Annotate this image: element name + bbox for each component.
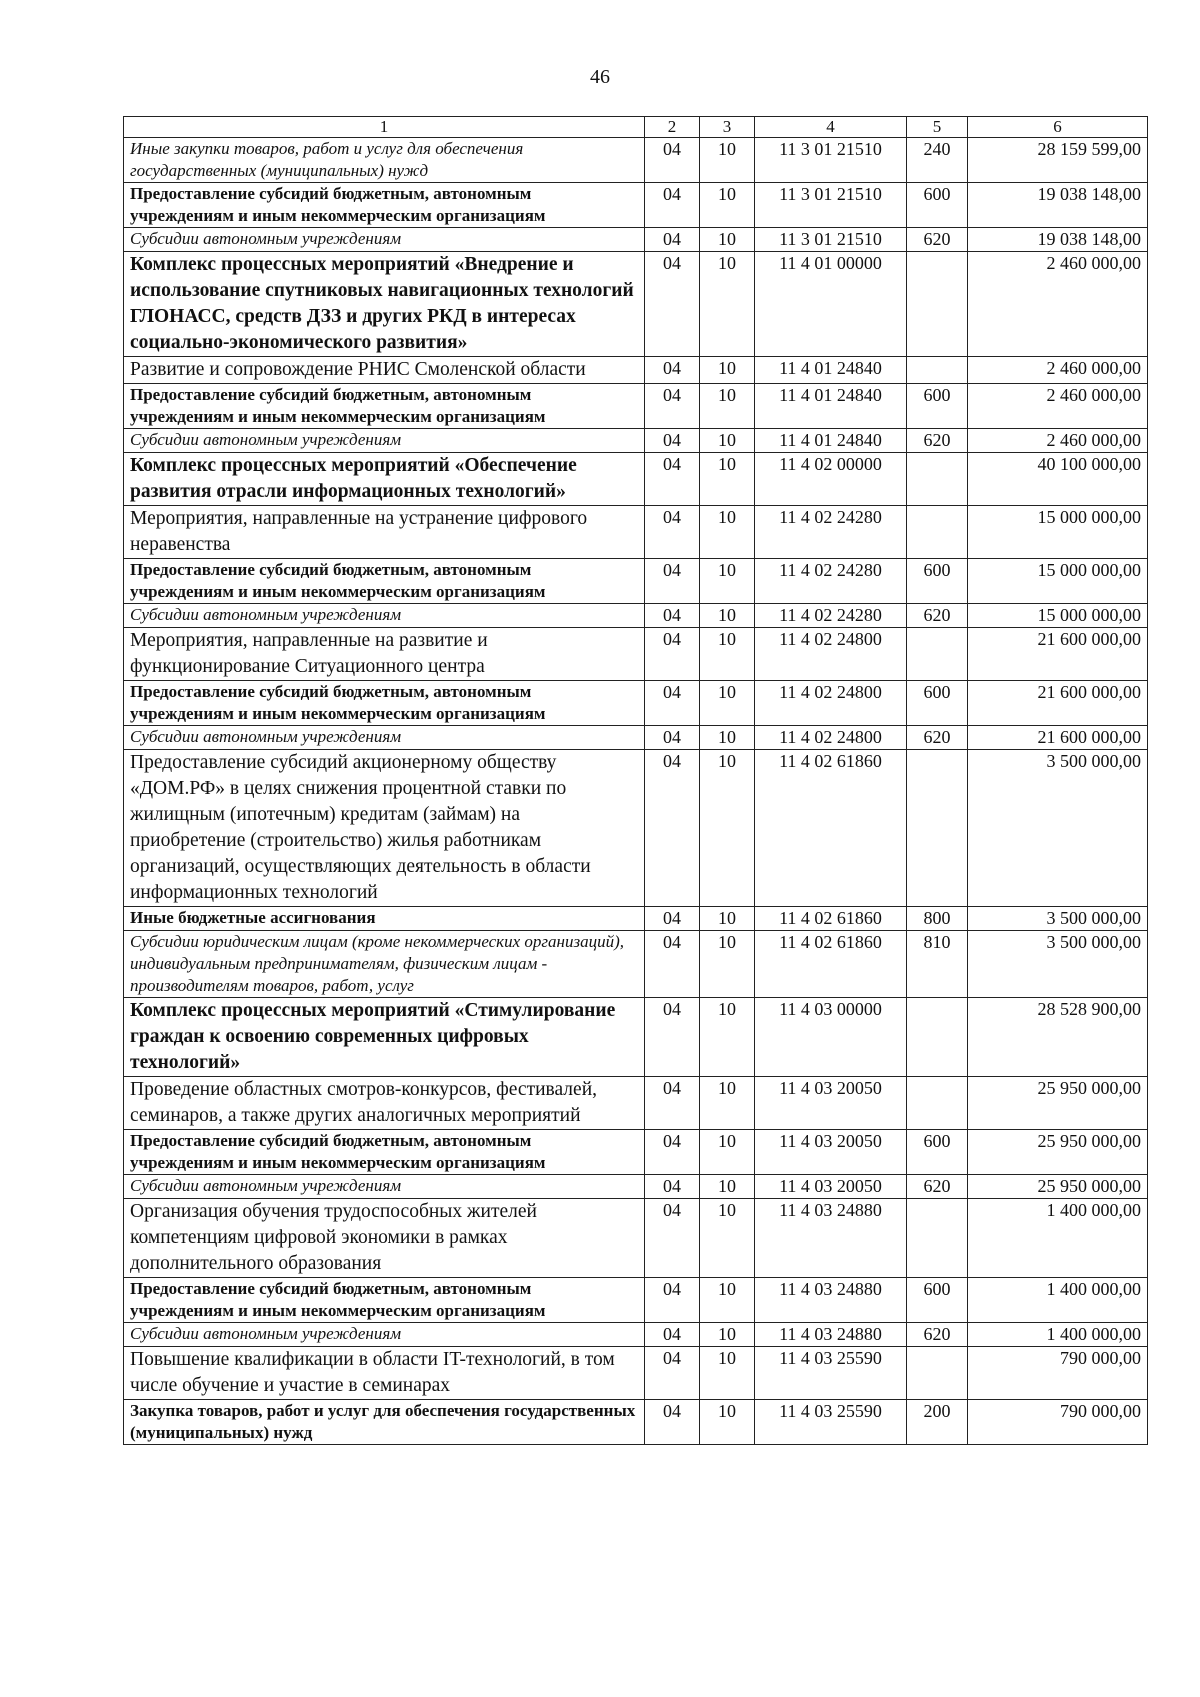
row-expense-type-cell: [907, 998, 968, 1077]
row-section-cell: 04: [645, 1347, 700, 1400]
header-cell-3: 3: [700, 117, 755, 138]
table-row: [124, 1400, 1148, 1445]
row-section-cell: 04: [645, 357, 700, 384]
table-row: [124, 1175, 1148, 1199]
table-row: [124, 604, 1148, 628]
row-section-cell: 04: [645, 604, 700, 628]
row-amount-cell: 19 038 148,00: [968, 183, 1148, 228]
row-expense-type-cell: [907, 453, 968, 506]
row-expense-type-cell: 620: [907, 726, 968, 750]
row-expense-type-cell: 620: [907, 429, 968, 453]
row-section-cell: 04: [645, 384, 700, 429]
row-section-cell: 04: [645, 907, 700, 931]
row-expense-type-cell: 810: [907, 931, 968, 998]
row-amount-cell: 25 950 000,00: [968, 1175, 1148, 1199]
header-cell-1: 1: [124, 117, 645, 138]
row-expense-type-cell: 600: [907, 384, 968, 429]
table-row: [124, 252, 1148, 357]
row-amount-cell: 1 400 000,00: [968, 1199, 1148, 1278]
row-name-cell: Субсидии автономным учреждениям: [124, 1175, 645, 1199]
row-section-cell: 04: [645, 1323, 700, 1347]
row-amount-cell: 790 000,00: [968, 1347, 1148, 1400]
budget-table: [123, 116, 1148, 1445]
row-section-cell: 04: [645, 138, 700, 183]
row-amount-cell: 15 000 000,00: [968, 604, 1148, 628]
row-subsection-cell: 10: [700, 1077, 755, 1130]
row-name-cell: Субсидии автономным учреждениям: [124, 228, 645, 252]
header-cell-4: 4: [755, 117, 907, 138]
row-target-article-cell: 11 4 02 61860: [755, 931, 907, 998]
row-name-cell: Субсидии автономным учреждениям: [124, 726, 645, 750]
row-target-article-cell: 11 3 01 21510: [755, 228, 907, 252]
row-amount-cell: 19 038 148,00: [968, 228, 1148, 252]
row-name-cell: Проведение областных смотров-конкурсов, фестивалей, семинаров, а также других аналогичных мероприятий: [124, 1077, 645, 1130]
row-section-cell: 04: [645, 726, 700, 750]
table-row: [124, 750, 1148, 907]
row-name-cell: Закупка товаров, работ и услуг для обеспечения государственных (муниципальных) нужд: [124, 1400, 645, 1445]
row-subsection-cell: 10: [700, 252, 755, 357]
row-amount-cell: 15 000 000,00: [968, 506, 1148, 559]
row-expense-type-cell: [907, 357, 968, 384]
table-row: [124, 1323, 1148, 1347]
row-target-article-cell: 11 4 02 61860: [755, 907, 907, 931]
row-amount-cell: 2 460 000,00: [968, 357, 1148, 384]
row-subsection-cell: 10: [700, 1278, 755, 1323]
row-expense-type-cell: 620: [907, 1323, 968, 1347]
row-target-article-cell: 11 4 03 20050: [755, 1077, 907, 1130]
row-name-cell: Мероприятия, направленные на развитие и функционирование Ситуационного центра: [124, 628, 645, 681]
row-name-cell: Организация обучения трудоспособных жителей компетенциям цифровой экономики в рамках дополнительного образования: [124, 1199, 645, 1278]
row-section-cell: 04: [645, 750, 700, 907]
row-target-article-cell: 11 4 02 24800: [755, 628, 907, 681]
row-subsection-cell: 10: [700, 907, 755, 931]
row-section-cell: 04: [645, 559, 700, 604]
row-target-article-cell: 11 4 02 61860: [755, 750, 907, 907]
row-name-cell: Предоставление субсидий бюджетным, автономным учреждениям и иным некоммерческим организациям: [124, 1130, 645, 1175]
row-section-cell: 04: [645, 1278, 700, 1323]
row-expense-type-cell: [907, 1347, 968, 1400]
row-name-cell: Иные бюджетные ассигнования: [124, 907, 645, 931]
table-row: [124, 726, 1148, 750]
row-target-article-cell: 11 3 01 21510: [755, 138, 907, 183]
row-subsection-cell: 10: [700, 726, 755, 750]
table-row: [124, 183, 1148, 228]
row-expense-type-cell: 600: [907, 559, 968, 604]
row-amount-cell: 28 159 599,00: [968, 138, 1148, 183]
header-cell-2: 2: [645, 117, 700, 138]
row-amount-cell: 28 528 900,00: [968, 998, 1148, 1077]
row-amount-cell: 15 000 000,00: [968, 559, 1148, 604]
table-row: [124, 429, 1148, 453]
row-section-cell: 04: [645, 506, 700, 559]
row-expense-type-cell: [907, 1077, 968, 1130]
table-row: [124, 1278, 1148, 1323]
row-target-article-cell: 11 4 02 24280: [755, 604, 907, 628]
row-subsection-cell: 10: [700, 1199, 755, 1278]
row-target-article-cell: 11 4 02 24280: [755, 506, 907, 559]
row-section-cell: 04: [645, 628, 700, 681]
table-row: [124, 998, 1148, 1077]
row-section-cell: 04: [645, 429, 700, 453]
row-amount-cell: 25 950 000,00: [968, 1077, 1148, 1130]
table-row: [124, 1130, 1148, 1175]
row-target-article-cell: 11 4 03 20050: [755, 1175, 907, 1199]
row-target-article-cell: 11 4 01 24840: [755, 357, 907, 384]
row-subsection-cell: 10: [700, 1130, 755, 1175]
row-name-cell: Повышение квалификации в области IT-технологий, в том числе обучение и участие в семинарах: [124, 1347, 645, 1400]
page-number: 46: [590, 66, 610, 88]
row-expense-type-cell: [907, 252, 968, 357]
row-target-article-cell: 11 4 03 24880: [755, 1199, 907, 1278]
row-section-cell: 04: [645, 1175, 700, 1199]
table-row: [124, 931, 1148, 998]
row-expense-type-cell: 600: [907, 1278, 968, 1323]
row-expense-type-cell: [907, 506, 968, 559]
row-subsection-cell: 10: [700, 1400, 755, 1445]
row-target-article-cell: 11 4 01 00000: [755, 252, 907, 357]
row-subsection-cell: 10: [700, 506, 755, 559]
row-amount-cell: 1 400 000,00: [968, 1278, 1148, 1323]
table-row: [124, 357, 1148, 384]
row-expense-type-cell: 200: [907, 1400, 968, 1445]
row-target-article-cell: 11 4 01 24840: [755, 429, 907, 453]
row-name-cell: Развитие и сопровождение РНИС Смоленской области: [124, 357, 645, 384]
row-expense-type-cell: 620: [907, 228, 968, 252]
header-cell-6: 6: [968, 117, 1148, 138]
table-row: [124, 228, 1148, 252]
table-row: [124, 1199, 1148, 1278]
row-amount-cell: 2 460 000,00: [968, 384, 1148, 429]
row-expense-type-cell: 240: [907, 138, 968, 183]
row-expense-type-cell: 800: [907, 907, 968, 931]
row-amount-cell: 3 500 000,00: [968, 907, 1148, 931]
row-target-article-cell: 11 4 03 25590: [755, 1347, 907, 1400]
row-target-article-cell: 11 4 03 00000: [755, 998, 907, 1077]
row-section-cell: 04: [645, 1130, 700, 1175]
row-amount-cell: 3 500 000,00: [968, 750, 1148, 907]
row-section-cell: 04: [645, 453, 700, 506]
row-amount-cell: 2 460 000,00: [968, 429, 1148, 453]
table-row: [124, 907, 1148, 931]
row-name-cell: Субсидии автономным учреждениям: [124, 604, 645, 628]
row-name-cell: Субсидии юридическим лицам (кроме некоммерческих организаций), индивидуальным предпринимателям, физическим лицам - производителям товаров, работ, услуг: [124, 931, 645, 998]
row-name-cell: Комплекс процессных мероприятий «Внедрение и использование спутниковых навигационных технологий ГЛОНАСС, средств ДЗЗ и других РКД в интересах социально-экономического развития»: [124, 252, 645, 357]
row-name-cell: Иные закупки товаров, работ и услуг для обеспечения государственных (муниципальных) нужд: [124, 138, 645, 183]
row-subsection-cell: 10: [700, 429, 755, 453]
row-target-article-cell: 11 4 03 24880: [755, 1323, 907, 1347]
row-name-cell: Субсидии автономным учреждениям: [124, 429, 645, 453]
table-row: [124, 506, 1148, 559]
row-expense-type-cell: [907, 1199, 968, 1278]
row-target-article-cell: 11 4 01 24840: [755, 384, 907, 429]
row-subsection-cell: 10: [700, 750, 755, 907]
table-row: [124, 559, 1148, 604]
row-subsection-cell: 10: [700, 931, 755, 998]
row-target-article-cell: 11 4 02 00000: [755, 453, 907, 506]
row-subsection-cell: 10: [700, 1347, 755, 1400]
row-subsection-cell: 10: [700, 628, 755, 681]
row-subsection-cell: 10: [700, 681, 755, 726]
row-amount-cell: 40 100 000,00: [968, 453, 1148, 506]
row-subsection-cell: 10: [700, 1323, 755, 1347]
row-target-article-cell: 11 4 03 24880: [755, 1278, 907, 1323]
row-section-cell: 04: [645, 681, 700, 726]
table-row: [124, 138, 1148, 183]
row-amount-cell: 21 600 000,00: [968, 628, 1148, 681]
row-target-article-cell: 11 4 03 25590: [755, 1400, 907, 1445]
row-name-cell: Комплекс процессных мероприятий «Обеспечение развития отрасли информационных технологий»: [124, 453, 645, 506]
row-target-article-cell: 11 3 01 21510: [755, 183, 907, 228]
row-target-article-cell: 11 4 03 20050: [755, 1130, 907, 1175]
row-name-cell: Предоставление субсидий бюджетным, автономным учреждениям и иным некоммерческим организациям: [124, 681, 645, 726]
row-expense-type-cell: [907, 628, 968, 681]
row-target-article-cell: 11 4 02 24800: [755, 681, 907, 726]
header-cell-5: 5: [907, 117, 968, 138]
table-row: [124, 681, 1148, 726]
table-row: [124, 1347, 1148, 1400]
row-expense-type-cell: 620: [907, 604, 968, 628]
row-name-cell: Предоставление субсидий акционерному обществу «ДОМ.РФ» в целях снижения процентной ставки по жилищным (ипотечным) кредитам (займам) на приобретение (строительство) жилья работникам организаций, осуществляющих деятельность в области информационных технологий: [124, 750, 645, 907]
row-expense-type-cell: 620: [907, 1175, 968, 1199]
row-expense-type-cell: [907, 750, 968, 907]
table-row: [124, 384, 1148, 429]
row-subsection-cell: 10: [700, 998, 755, 1077]
row-section-cell: 04: [645, 252, 700, 357]
row-subsection-cell: 10: [700, 138, 755, 183]
row-target-article-cell: 11 4 02 24280: [755, 559, 907, 604]
row-expense-type-cell: 600: [907, 1130, 968, 1175]
row-name-cell: Предоставление субсидий бюджетным, автономным учреждениям и иным некоммерческим организациям: [124, 559, 645, 604]
row-section-cell: 04: [645, 1199, 700, 1278]
row-expense-type-cell: 600: [907, 183, 968, 228]
table-row: [124, 453, 1148, 506]
row-name-cell: Мероприятия, направленные на устранение цифрового неравенства: [124, 506, 645, 559]
table-body: [124, 117, 1148, 1445]
row-amount-cell: 21 600 000,00: [968, 681, 1148, 726]
table-row: [124, 1077, 1148, 1130]
row-section-cell: 04: [645, 998, 700, 1077]
row-subsection-cell: 10: [700, 604, 755, 628]
row-name-cell: Предоставление субсидий бюджетным, автономным учреждениям и иным некоммерческим организациям: [124, 384, 645, 429]
row-amount-cell: 3 500 000,00: [968, 931, 1148, 998]
row-section-cell: 04: [645, 228, 700, 252]
row-subsection-cell: 10: [700, 357, 755, 384]
row-expense-type-cell: 600: [907, 681, 968, 726]
row-name-cell: Предоставление субсидий бюджетным, автономным учреждениям и иным некоммерческим организациям: [124, 1278, 645, 1323]
row-amount-cell: 25 950 000,00: [968, 1130, 1148, 1175]
row-name-cell: Комплекс процессных мероприятий «Стимулирование граждан к освоению современных цифровых технологий»: [124, 998, 645, 1077]
row-subsection-cell: 10: [700, 1175, 755, 1199]
row-amount-cell: 790 000,00: [968, 1400, 1148, 1445]
row-name-cell: Субсидии автономным учреждениям: [124, 1323, 645, 1347]
row-section-cell: 04: [645, 183, 700, 228]
row-subsection-cell: 10: [700, 384, 755, 429]
row-amount-cell: 21 600 000,00: [968, 726, 1148, 750]
row-amount-cell: 2 460 000,00: [968, 252, 1148, 357]
row-section-cell: 04: [645, 931, 700, 998]
row-target-article-cell: 11 4 02 24800: [755, 726, 907, 750]
row-section-cell: 04: [645, 1400, 700, 1445]
row-section-cell: 04: [645, 1077, 700, 1130]
row-subsection-cell: 10: [700, 228, 755, 252]
table-row: [124, 628, 1148, 681]
row-subsection-cell: 10: [700, 559, 755, 604]
row-subsection-cell: 10: [700, 183, 755, 228]
table-header-row: [124, 117, 1148, 138]
row-amount-cell: 1 400 000,00: [968, 1323, 1148, 1347]
row-name-cell: Предоставление субсидий бюджетным, автономным учреждениям и иным некоммерческим организациям: [124, 183, 645, 228]
row-subsection-cell: 10: [700, 453, 755, 506]
